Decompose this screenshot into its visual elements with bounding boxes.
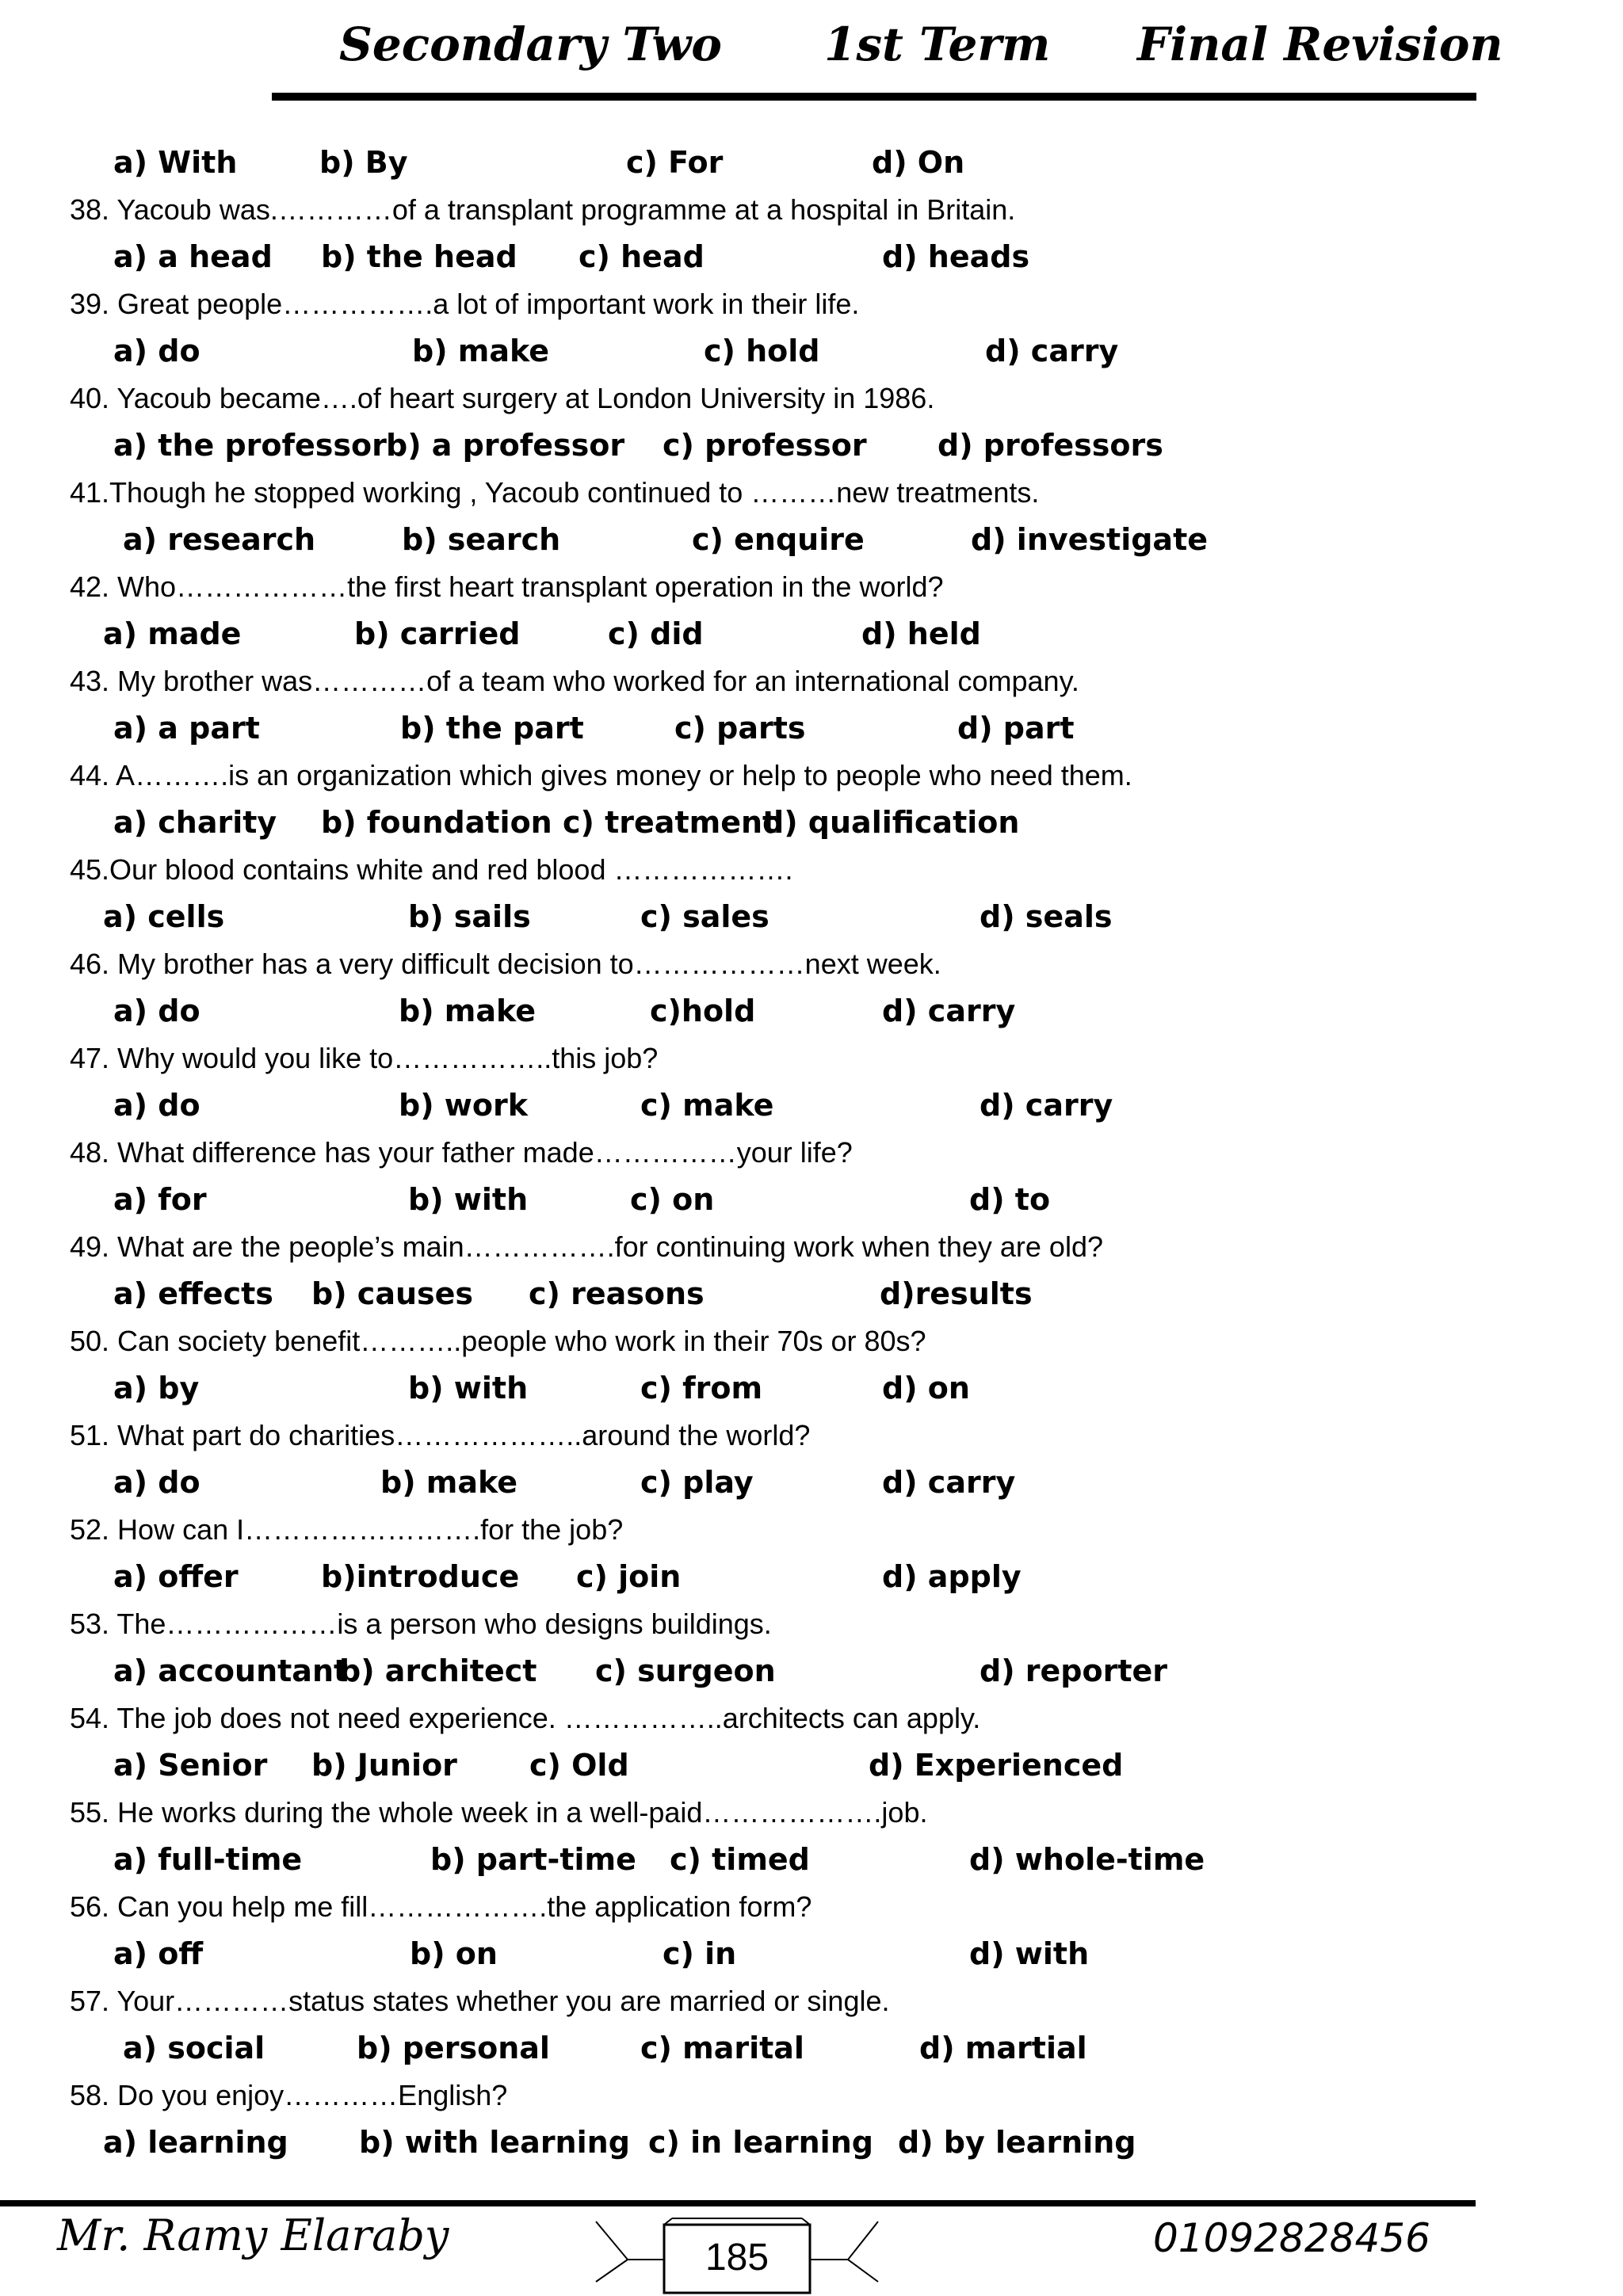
answer-option: c) hold (704, 334, 820, 368)
answer-option: c) professor (663, 428, 867, 463)
answer-option: b) architect (339, 1653, 537, 1688)
answer-option: a) learning (103, 2125, 288, 2160)
page-header (0, 0, 1623, 103)
answer-option: d) reporter (980, 1653, 1168, 1688)
question-text: 47. Why would you like to……………..this job? (70, 1042, 659, 1074)
options-row (0, 1459, 1623, 1506)
answer-option: a) do (113, 1465, 200, 1500)
answer-option: d) with (969, 1936, 1090, 1971)
question-text: 51. What part do charities………………..around the world? (70, 1419, 811, 1451)
answer-option: a) the professor (113, 428, 387, 463)
question-text: 43. My brother was…………of a team who worked for an international company. (70, 665, 1079, 697)
question-text: 58. Do you enjoy…………English? (70, 2079, 508, 2111)
answer-option: a) social (123, 2031, 265, 2065)
answer-option: b) By (319, 145, 408, 180)
answer-option: b) on (410, 1936, 498, 1971)
answer-option: d) Experienced (869, 1748, 1124, 1783)
question-row (0, 1129, 1623, 1176)
question-row (0, 375, 1623, 421)
options-row (0, 1930, 1623, 1978)
question-row (0, 1506, 1623, 1553)
answer-option: b) the part (400, 711, 584, 746)
answer-option: c) on (630, 1182, 715, 1217)
options-row (0, 704, 1623, 752)
answer-option: a) effects (113, 1276, 273, 1311)
question-row (0, 469, 1623, 516)
options-row (0, 1176, 1623, 1223)
answer-option: c) enquire (692, 522, 865, 557)
answer-option: a) for (113, 1182, 207, 1217)
question-text: 54. The job does not need experience. ……………..architects can apply. (70, 1702, 981, 1734)
options-row (0, 2024, 1623, 2072)
answer-option: a) do (113, 1088, 200, 1123)
answer-option: b) sails (408, 899, 531, 934)
answer-option: d) whole-time (969, 1842, 1205, 1877)
header-term: 1st Term (824, 17, 1051, 71)
question-text: 52. How can I…………………….for the job? (70, 1513, 624, 1546)
answer-option: b) make (380, 1465, 518, 1500)
answer-option: c) sales (640, 899, 769, 934)
question-text: 45.Our blood contains white and red blood ………………. (70, 853, 793, 886)
answer-option: d) apply (882, 1559, 1022, 1594)
question-text: 57. Your…………status states whether you are married or single. (70, 1985, 890, 2017)
answer-option: a) charity (113, 805, 277, 840)
answer-option: d) professors (938, 428, 1163, 463)
header-rule (272, 93, 1476, 101)
question-row (0, 752, 1623, 799)
answer-option: b)introduce (321, 1559, 520, 1594)
options-row (0, 1364, 1623, 1412)
answer-option: a) research (123, 522, 316, 557)
answer-option: c) treatment (563, 805, 777, 840)
question-text: 38. Yacoub was.…………of a transplant programme at a hospital in Britain. (70, 193, 1016, 226)
answer-option: b) the head (321, 239, 517, 274)
options-row (0, 139, 1623, 186)
options-row (0, 2119, 1623, 2166)
answer-option: d) to (969, 1182, 1051, 1217)
question-row (0, 1035, 1623, 1081)
question-row (0, 1789, 1623, 1836)
header-grade: Secondary Two (339, 17, 722, 71)
answer-option: c) marital (640, 2031, 804, 2065)
answer-option: d) seals (980, 899, 1113, 934)
answer-option: c) in learning (648, 2125, 873, 2160)
options-row (0, 233, 1623, 280)
question-text: 40. Yacoub became….of heart surgery at London University in 1986. (70, 382, 935, 414)
answer-option: b) with (408, 1182, 529, 1217)
answer-option: b) work (399, 1088, 529, 1123)
question-row (0, 1978, 1623, 2024)
answer-option: a) full-time (113, 1842, 303, 1877)
answer-option: a) by (113, 1371, 200, 1405)
answer-option: c)hold (650, 994, 756, 1028)
answer-option: d) investigate (971, 522, 1209, 557)
answer-option: c) from (640, 1371, 763, 1405)
answer-option: c) in (663, 1936, 737, 1971)
question-row (0, 186, 1623, 233)
answer-option: d) On (872, 145, 965, 180)
answer-option: c) parts (674, 711, 806, 746)
options-row (0, 610, 1623, 658)
answer-option: a) a head (113, 239, 273, 274)
options-row (0, 327, 1623, 375)
options-row (0, 987, 1623, 1035)
answer-option: a) do (113, 994, 200, 1028)
header-title: Final Revision (1137, 17, 1503, 71)
footer-author: Mr. Ramy Elaraby (57, 2210, 449, 2260)
answer-option: a) offer (113, 1559, 239, 1594)
question-row (0, 1318, 1623, 1364)
question-row (0, 658, 1623, 704)
options-row (0, 1553, 1623, 1600)
question-row (0, 940, 1623, 987)
answer-option: c) did (608, 616, 704, 651)
answer-option: a) Senior (113, 1748, 268, 1783)
question-text: 41.Though he stopped working , Yacoub continued to ………new treatments. (70, 476, 1040, 509)
answer-option: b) part-time (430, 1842, 636, 1877)
question-row (0, 1883, 1623, 1930)
answer-option: a) cells (103, 899, 225, 934)
question-row (0, 1223, 1623, 1270)
question-row (0, 1695, 1623, 1741)
answer-option: c) reasons (529, 1276, 705, 1311)
page-footer (0, 2195, 1623, 2296)
answer-option: b) foundation (321, 805, 552, 840)
answer-option: b) with learning (359, 2125, 630, 2160)
answer-option: a) made (103, 616, 242, 651)
options-row (0, 1270, 1623, 1318)
answer-option: c) play (640, 1465, 754, 1500)
answer-option: b) personal (357, 2031, 550, 2065)
answer-option: a) With (113, 145, 238, 180)
answer-option: c) surgeon (595, 1653, 776, 1688)
question-text: 42. Who………………the first heart transplant operation in the world? (70, 570, 944, 603)
answer-option: d) carry (980, 1088, 1113, 1123)
answer-option: b) carried (354, 616, 521, 651)
answer-option: d) part (957, 711, 1075, 746)
page-number: 185 (705, 2237, 769, 2279)
answer-option: d) on (882, 1371, 970, 1405)
options-row (0, 516, 1623, 563)
question-text: 48. What difference has your father made……………your life? (70, 1136, 853, 1169)
question-text: 46. My brother has a very difficult decision to………………next week. (70, 948, 941, 980)
answer-option: d) qualification (762, 805, 1020, 840)
options-row (0, 1647, 1623, 1695)
options-row (0, 1836, 1623, 1883)
answer-option: d)results (880, 1276, 1033, 1311)
answer-option: a) off (113, 1936, 204, 1971)
options-row (0, 893, 1623, 940)
question-text: 56. Can you help me fill……………….the application form? (70, 1890, 812, 1923)
answer-option: b) search (402, 522, 561, 557)
question-row (0, 1412, 1623, 1459)
answer-option: c) make (640, 1088, 774, 1123)
answer-option: b) a professor (386, 428, 625, 463)
answer-option: d) carry (985, 334, 1119, 368)
question-row (0, 563, 1623, 610)
answer-option: d) heads (882, 239, 1030, 274)
answer-option: c) head (579, 239, 705, 274)
answer-option: c) For (626, 145, 724, 180)
answer-option: d) carry (882, 994, 1016, 1028)
answer-option: b) causes (311, 1276, 474, 1311)
question-text: 39. Great people…………….a lot of important work in their life. (70, 288, 860, 320)
options-row (0, 421, 1623, 469)
answer-option: b) Junior (311, 1748, 457, 1783)
answer-option: a) do (113, 334, 200, 368)
question-row (0, 1600, 1623, 1647)
answer-option: c) join (576, 1559, 682, 1594)
question-row (0, 2072, 1623, 2119)
options-row (0, 799, 1623, 846)
answer-option: a) accountant (113, 1653, 349, 1688)
footer-phone: 01092828456 (1153, 2215, 1430, 2261)
options-row (0, 1081, 1623, 1129)
question-row (0, 280, 1623, 327)
question-list (0, 139, 1623, 2166)
question-text: 44. A……….is an organization which gives money or help to people who need them. (70, 759, 1132, 791)
question-text: 50. Can society benefit………..people who work in their 70s or 80s? (70, 1325, 926, 1357)
options-row (0, 1741, 1623, 1789)
question-text: 53. The………………is a person who designs buildings. (70, 1608, 772, 1640)
answer-option: d) by learning (898, 2125, 1136, 2160)
answer-option: c) timed (670, 1842, 810, 1877)
answer-option: c) Old (529, 1748, 629, 1783)
answer-option: d) martial (919, 2031, 1087, 2065)
answer-option: b) with (408, 1371, 529, 1405)
answer-option: b) make (399, 994, 537, 1028)
question-text: 55. He works during the whole week in a well-paid……………….job. (70, 1796, 928, 1829)
answer-option: b) make (412, 334, 550, 368)
question-text: 49. What are the people’s main…………….for continuing work when they are old? (70, 1230, 1103, 1263)
question-row (0, 846, 1623, 893)
answer-option: a) a part (113, 711, 260, 746)
answer-option: d) held (861, 616, 981, 651)
answer-option: d) carry (882, 1465, 1016, 1500)
